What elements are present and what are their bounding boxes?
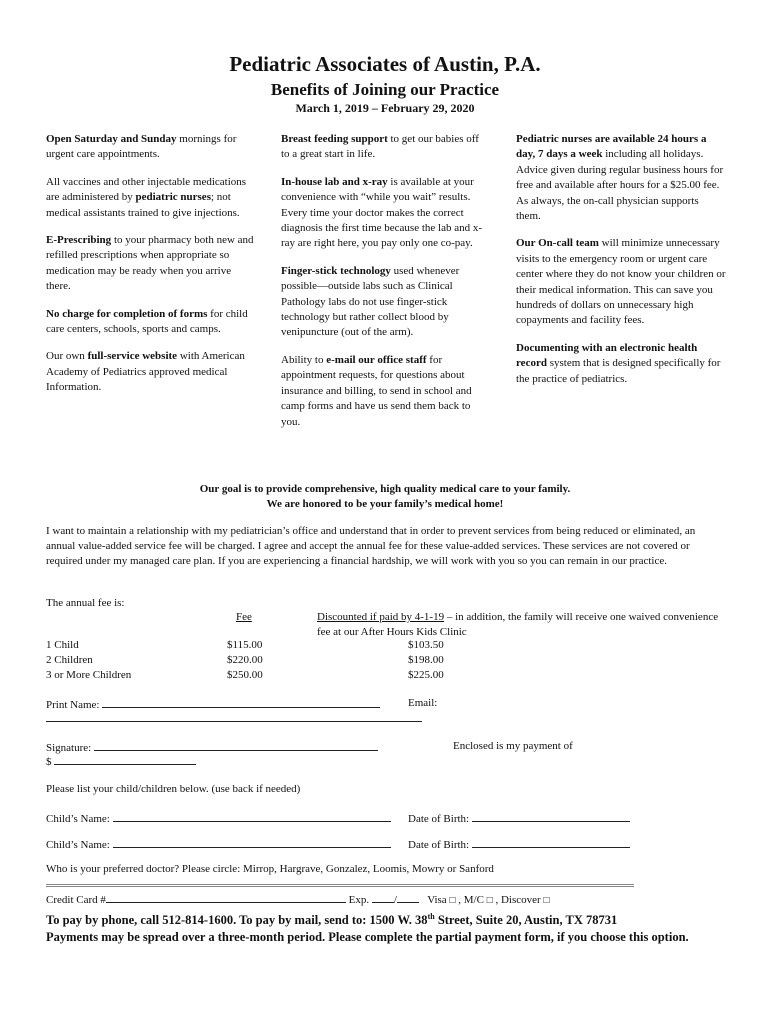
mc-label: M/C: [463, 894, 484, 906]
mc-checkbox[interactable]: □: [486, 895, 493, 906]
benefits-column-3: [516, 132, 726, 399]
payment-plan-note: Payments may be spread over a three-month period. Please complete the partial payment form, if you choose this option.: [46, 930, 689, 944]
page-subtitle: Benefits of Joining our Practice: [270, 80, 500, 99]
separator-line: [46, 884, 634, 887]
dob-field[interactable]: [472, 836, 630, 848]
date-range: March 1, 2019 – February 29, 2020: [295, 101, 475, 115]
email-field[interactable]: [46, 721, 422, 722]
benefit-weekend-hours: Open Saturday and Sunday mornings for urgent care appointments.: [46, 133, 237, 161]
preferred-doctor-question: Who is your preferred doctor? Please circle: Mirrop, Hargrave, Gonzalez, Loomis, Mowry or Sanford: [46, 863, 494, 875]
email-label: Email:: [408, 697, 438, 709]
dollar-sign: $: [46, 756, 52, 768]
discount-header: Discounted if paid by 4-1-19 – in addition, the family will receive one waived convenience fee at our After Hours Kids Clinic: [317, 611, 719, 638]
goal-statement: [0, 482, 770, 512]
child-name-field[interactable]: [113, 810, 391, 822]
benefit-vaccines: All vaccines and other injectable medications are administered by pediatric nurses; not medical assistants trained to give injections.: [46, 175, 247, 219]
child-name-row-1: [46, 810, 391, 827]
child-name-label: Child’s Name:: [46, 813, 110, 825]
fee-header: Fee: [236, 611, 252, 623]
dob-row-1: [408, 810, 630, 827]
exp-separator: /: [393, 894, 397, 906]
payment-phone-mail: To pay by phone, call 512-814-1600. To pay by mail, send to: 1500 W. 38th Street, Suite 20, Austin, TX 78731: [46, 911, 618, 927]
benefit-on-call: Our On-call team will minimize unnecessary visits to the emergency room or urgent care center where they do not know your children or their medical information. This can save you hundreds of dollars on unnecessary high copayments and facility fees.: [516, 237, 726, 327]
visa-label: Visa: [427, 894, 447, 906]
exp-month-field[interactable]: [372, 891, 394, 903]
benefits-column-1: [46, 132, 254, 408]
dob-field[interactable]: [472, 810, 630, 822]
discover-checkbox[interactable]: □: [543, 895, 550, 906]
credit-card-row: Credit Card # Exp. / Visa □ , M/C □ , Discover □: [46, 891, 550, 908]
fee-row: 1 Child $115.00 $103.50: [46, 639, 444, 651]
payment-instructions: [46, 912, 736, 946]
credit-card-field[interactable]: [106, 891, 346, 903]
discover-label: Discover: [500, 894, 541, 906]
page-title: Pediatric Associates of Austin, P.A.: [229, 52, 541, 76]
goal-line-1: Our goal is to provide comprehensive, high quality medical care to your family.: [199, 483, 571, 495]
child-name-label: Child’s Name:: [46, 839, 110, 851]
dob-row-2: [408, 836, 630, 853]
print-name-field[interactable]: [102, 696, 380, 708]
benefit-e-prescribing: E-Prescribing to your pharmacy both new and refilled prescriptions when appropriate so medication may be ready when you arrive there.: [46, 234, 254, 293]
payment-amount-field[interactable]: [54, 753, 196, 765]
benefit-website: Our own full-service website with American Academy of Pediatrics approved medical Information.: [46, 350, 245, 394]
exp-label: Exp.: [348, 894, 370, 906]
agreement-paragraph: I want to maintain a relationship with my pediatrician’s office and understand that in order to prevent services from being reduced or eliminated, an annual value-added service fee will be charged. I agree and accept the annual fee for these value-added services. These services are not covered or required under my managed care plan. If you are experiencing a financial hardship, we will work with you so you can remain in our practice.: [46, 525, 696, 567]
enclosed-label: Enclosed is my payment of: [453, 740, 573, 752]
fee-table: [46, 638, 466, 683]
print-name-row: [46, 696, 380, 713]
fee-row: 3 or More Children $250.00 $225.00: [46, 669, 444, 681]
child-name-row-2: [46, 836, 391, 853]
goal-line-2: We are honored to be your family’s medical home!: [266, 498, 504, 510]
payment-amount-row: [46, 753, 196, 770]
benefits-column-2: [281, 132, 489, 442]
child-name-field[interactable]: [113, 836, 391, 848]
print-name-label: Print Name:: [46, 699, 100, 711]
benefit-breast-feeding: Breast feeding support to get our babies off to a great start in life.: [281, 133, 479, 161]
signature-field[interactable]: [94, 739, 378, 751]
credit-card-label: Credit Card #: [46, 894, 106, 906]
benefit-finger-stick: Finger-stick technology used whenever possible—outside labs such as Clinical Pathology labs do not use finger-stick technology but rather collect blood by venipuncture (out of the arm).: [281, 264, 460, 339]
benefit-forms: No charge for completion of forms for child care centers, schools, sports and camps.: [46, 307, 248, 336]
signature-label: Signature:: [46, 742, 92, 754]
exp-year-field[interactable]: [397, 891, 419, 903]
dob-label: Date of Birth:: [408, 839, 470, 851]
fee-row: 2 Children $220.00 $198.00: [46, 654, 444, 666]
dob-label: Date of Birth:: [408, 813, 470, 825]
benefit-nurses: Pediatric nurses are available 24 hours a day, 7 days a week including all holidays. Advice given during regular business hours for free and available after hours for a $25.00 fee. As always, the on-call physician supports them.: [516, 133, 724, 223]
list-children-instruction: Please list your child/children below. (use back if needed): [46, 783, 301, 795]
benefit-lab-xray: In-house lab and x-ray is available at your convenience with “while you wait” results. Every time your doctor makes the correct diagnosis the first time because the lab and x-ray are right here, you pay only one co-pay.: [281, 175, 482, 250]
benefit-email: Ability to e-mail our office staff for appointment requests, for questions about insurance and billing, to send in school and camp forms and have us send them back to you.: [281, 353, 472, 428]
visa-checkbox[interactable]: □: [449, 895, 456, 906]
benefit-ehr: Documenting with an electronic health record system that is designed specifically for the practice of pediatrics.: [516, 341, 721, 385]
fee-intro: The annual fee is:: [46, 597, 125, 609]
